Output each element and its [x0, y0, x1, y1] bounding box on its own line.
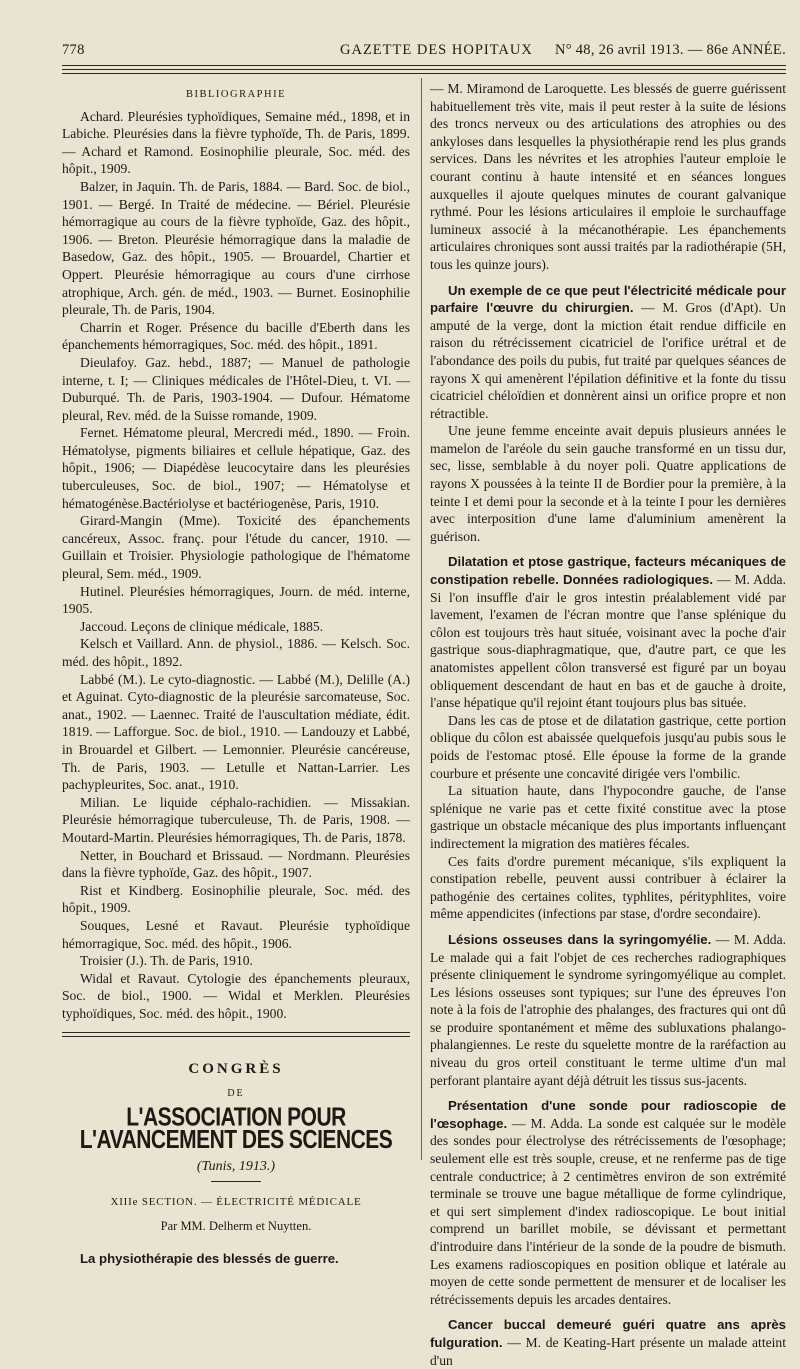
congres-title: CONGRÈS: [188, 1061, 284, 1078]
article-sonde-oesophage: Présentation d'une sonde pour radioscopie de l'œsophage. — M. Adda. La sonde est calquée sur le modèle des sondes pour électrolyse des rétrécissements de l'œsophage; seulement elle est très souple, creuse, et ne renferme pas de tige centrale conductrice; à 2 centimètres environ de son extrémité terminale se trouve une bague métallique de forme cylindrique, et qui sert simplement d'index radioscopique. Le bout initial comprend un barillet mobile, se dévissant et permettant d'introduire dans l'intérieur de la sonde de la poudre de bismuth. Les examens radioscopiques en position oblique et latérale au moyen de cette sonde permettent de mensurer et de localiser les rétrécissements depuis les arcades dentaires.: [430, 1098, 786, 1307]
article-physiotherapie: La physiothérapie des blessés de guerre.: [80, 1250, 339, 1266]
article-dilatation-paragraph: Dans les cas de ptose et de dilatation gastrique, cette portion oblique du côlon est abaissée quelquefois jusqu'au pubis sous le poids de l'estomac ptosé. Elle épouse la forme de la grande courbure et présente une concavité dirigée vers l'ombilic.: [430, 712, 786, 781]
article-dilatation-paragraph: La situation haute, dans l'hypocondre gauche, de l'anse splénique ne varie pas et cette fixité constitue avec la ptose gastrique un obstacle mécanique des plus importants influençant indirectement la migration des matières fécales.: [430, 783, 786, 851]
bibliography-entry: Widal et Ravaut. Cytologie des épanchements pleuraux, Soc. de biol., 1900. — Widal et Merklen. Pleurésies typhoïdiques, Soc. méd. des hôpit., 1900.: [62, 970, 410, 1021]
bibliography-heading: BIBLIOGRAPHIE: [186, 89, 286, 100]
bibliography-entry: Souques, Lesné et Ravaut. Pleurésie typhoïdique hémorragique, Soc. méd. des hôpit., 1906.: [62, 917, 410, 951]
page-number: 778: [62, 42, 85, 58]
bibliography-entry: Kelsch et Vaillard. Ann. de physiol., 1886. — Kelsch. Soc. méd. des hôpit., 1892.: [62, 636, 410, 669]
bibliography-entry: Achard. Pleurésies typhoïdiques, Semaine méd., 1898, et in Labiche. Pleurésies dans la fièvre typhoïde, Th. de Paris, 1899. — Achard et Ramond. Eosinophilie pleurale, Soc. méd. des hôpit., 1909.: [62, 108, 410, 177]
section-divider: [62, 1036, 410, 1037]
article-electricite-chirurgien: Un exemple de ce que peut l'électricité médicale pour parfaire l'œuvre du chirurgien. — M. Gros (d'Apt). Un amputé de la verge, dont la miction était rendue difficile en raison du rétrécissement cicatriciel de l'orifice urétral et de l'abondance des poils du pubis, fut traité par quelques séances de rayons X qui amenèrent l'épilation définitive et la fonte du tissu cicatriciel chéloïdien et donnèrent ainsi un orifice propre et non rétractible.: [430, 282, 786, 421]
bibliography-entry: Rist et Kindberg. Eosinophilie pleurale, Soc. méd. des hôpit., 1909.: [62, 882, 410, 916]
bibliography-entry: Fernet. Hématome pleural, Mercredi méd., 1890. — Froin. Hématolyse, pigments biliaires et cellule hépatique, Gaz. des hôpit., 1906; — Diapédèse leucocytaire dans les pleurésies tuberculeuses, Soc. de biol., 1907; — Hématolyse et hématogénèse.Bactériolyse et bactériogenèse, Paris, 1910.: [62, 425, 410, 511]
header-rule: [62, 65, 786, 66]
bibliography-entry: Hutinel. Pleurésies hémorragiques, Journ. de méd. interne, 1905.: [62, 583, 410, 617]
bibliography-entry: Girard-Mangin (Mme). Toxicité des épanchements cancéreux, Assoc. franç. pour l'étude du cancer, 1910. — Guillain et Troisier. Physiologie pathologique de l'hématome pleural, Sem. méd., 1909.: [62, 513, 410, 582]
right-column: [430, 80, 786, 1368]
section-title: XIIIe SECTION. — ÉLECTRICITÉ MÉDICALE: [110, 1196, 362, 1209]
bibliography-entry: Milian. Le liquide céphalo-rachidien. — Missakian. Pleurésie hémorragique tuberculeuse, Th. de Paris, 1908. — Moutard-Martin. Pleurésies hémorragiques, Th. de Paris, 1878.: [62, 794, 410, 845]
bibliography-entry: Jaccoud. Leçons de clinique médicale, 1885.: [80, 618, 324, 634]
article-electricite-paragraph: Une jeune femme enceinte avait depuis plusieurs années le mamelon de l'aréole du sein gauche transformé en un tissu dur, sec, lisse, semblable à du noyer poli. Quatre applications de rayons X poussées à la teinte II de Bordier pour la première, à la teinte I et demi pour la seconde et à la teinte I pour les dernières avec interposition d'une lame d'aluminium amenèrent la guérison.: [430, 423, 786, 544]
association-title: L'ASSOCIATION POUR L'AVANCEMENT DES SCIENCES: [79, 1102, 393, 1154]
bibliography-entry: Labbé (M.). Le cyto-diagnostic. — Labbé (M.), Delille (A.) et Aguinat. Cyto-diagnostic de la pleurésie sarcomateuse, Soc. anat., 1902. — Laennec. Traité de l'auscultation médiate, édit. 1819. — Lafforgue. Soc. de biol., 1910. — Landouzy et Labbé, in Brouardel et Gilbert. — Lemonnier. Pleurésie cancéreuse, Th. de Paris, 1903. — Letulle et Nattan-Larrier. Les pachypleurites, Soc. anat., 1910.: [62, 671, 410, 793]
article-dilatation-paragraph: Ces faits d'ordre purement mécanique, s'ils expliquent la constipation rebelle, peuvent aussi contribuer à éclairer la pathogénie des certaines colites, typhlites, pérityphlites, voire même appendicites (infections par stase, d'ordre secondaire).: [430, 853, 786, 922]
section-divider: [62, 1032, 410, 1033]
article-cancer-buccal: Cancer buccal demeuré guéri quatre ans après fulguration. — M. de Keating-Hart présente un malade atteint d'un: [430, 1317, 786, 1368]
column-divider: [421, 78, 422, 1160]
header-rule: [62, 69, 786, 70]
bibliography-entry: Troisier (J.). Th. de Paris, 1910.: [80, 953, 253, 969]
page-header: [62, 42, 786, 66]
bibliography-entry: Netter, in Bouchard et Brissaud. — Nordmann. Pleurésies dans la fièvre typhoïde, Gaz. des hôpit., 1907.: [62, 847, 410, 881]
authors-line: Par MM. Delherm et Nuytten.: [160, 1219, 312, 1234]
issue-info: N° 48, 26 avril 1913. — 86e ANNÉE.: [554, 42, 786, 58]
congress-place: (Tunis, 1913.): [196, 1158, 276, 1174]
header-rule: [62, 73, 786, 74]
article-physiotherapie-continued: — M. Miramond de Laroquette. Les blessés de guerre guérissent habituellement très vite, mais il peut rester à la suite de lésions des troncs nerveux ou des articulations des atrophies ou des ankyloses dans lesquelles la physiothérapie rend les plus grands services. Dans les névrites et les atrophies l'auteur emploie le courant continu à haute intensité et en séances longues auxquelles il ajoute quelques minutes de courant galvanique rythmé. Pour les lésions articulaires il emploie le surchauffage lumineux associé à la mécanothérapie. Les épanchements articulaires chroniques sont aussi traités par la radiothérapie (5H, tous les quinze jours).: [430, 81, 786, 272]
article-dilatation-ptose: Dilatation et ptose gastrique, facteurs mécaniques de constipation rebelle. Données radiologiques. — M. Adda. Si l'on insuffle d'air le gros intestin préalablement vidé par lavement, l'examen de l'écran montre que l'anse splénique du côlon est toujours très haut située, voisinant avec la poche d'air gastrique sous-diaphragmatique, que, d'autre part, ce que les anatomistes appellent côlon transversé est figuré par un boyau obliquement descendant de haut en bas et de gauche à droite, l'anse hépatique qu'il rejoint étant toujours plus bas située.: [430, 554, 786, 711]
short-rule: [211, 1181, 261, 1182]
article-syringomyelie: Lésions osseuses dans la syringomyélie. — M. Adda. Le malade qui a fait l'objet de ces recherches radiographiques présente cliniquement le syndrome syringomyélique au complet. Les lésions osseuses sont typiques; sur l'une des épreuves l'on note à la fois de l'atrophie des phalanges, des fractures qui ont dû se produire spontanément et même des subluxations phalango-phalangiennes. Le reste du squelette montre de la raréfaction au niveau du gros orteil constituant le terme ultime d'un mal perforant plantaire ayant déjà détruit les tissus sus-jacents.: [430, 931, 786, 1088]
bibliography-entry: Balzer, in Jaquin. Th. de Paris, 1884. — Bard. Soc. de biol., 1901. — Bergé. In Traité de médecine. — Bériel. Pleurésie hémorragique au cours de la fièvre typhoïde, Gaz. des hôpit., 1906. — Breton. Pleurésie hémorragique dans la maladie de Basedow, Gaz. des hôpit., 1905. — Brouardel, Chartier et Oppert. Pleurésie hémorragique au cours d'une cirrhose atrophique, Arch. gén. de méd., 1903. — Burnet. Eosinophilie pleurale, Th. de Paris, 1904.: [62, 178, 410, 318]
left-column: [62, 80, 410, 1266]
journal-title: GAZETTE DES HOPITAUX: [340, 42, 533, 58]
bibliography-entry: Charrin et Roger. Présence du bacille d'Eberth dans les épanchements hémorragiques, Soc. méd. des hôpit., 1891.: [62, 319, 410, 353]
congres-de: DE: [227, 1088, 245, 1100]
bibliography-list: [62, 108, 410, 1023]
bibliography-entry: Dieulafoy. Gaz. hebd., 1887; — Manuel de pathologie interne, t. I; — Cliniques médicales de l'Hôtel-Dieu, t. VI. — Duburqué. Th. de Paris, 1903-1904. — Dufour. Hématome pleural, Rev. méd. de la Suisse romande, 1909.: [62, 354, 410, 423]
